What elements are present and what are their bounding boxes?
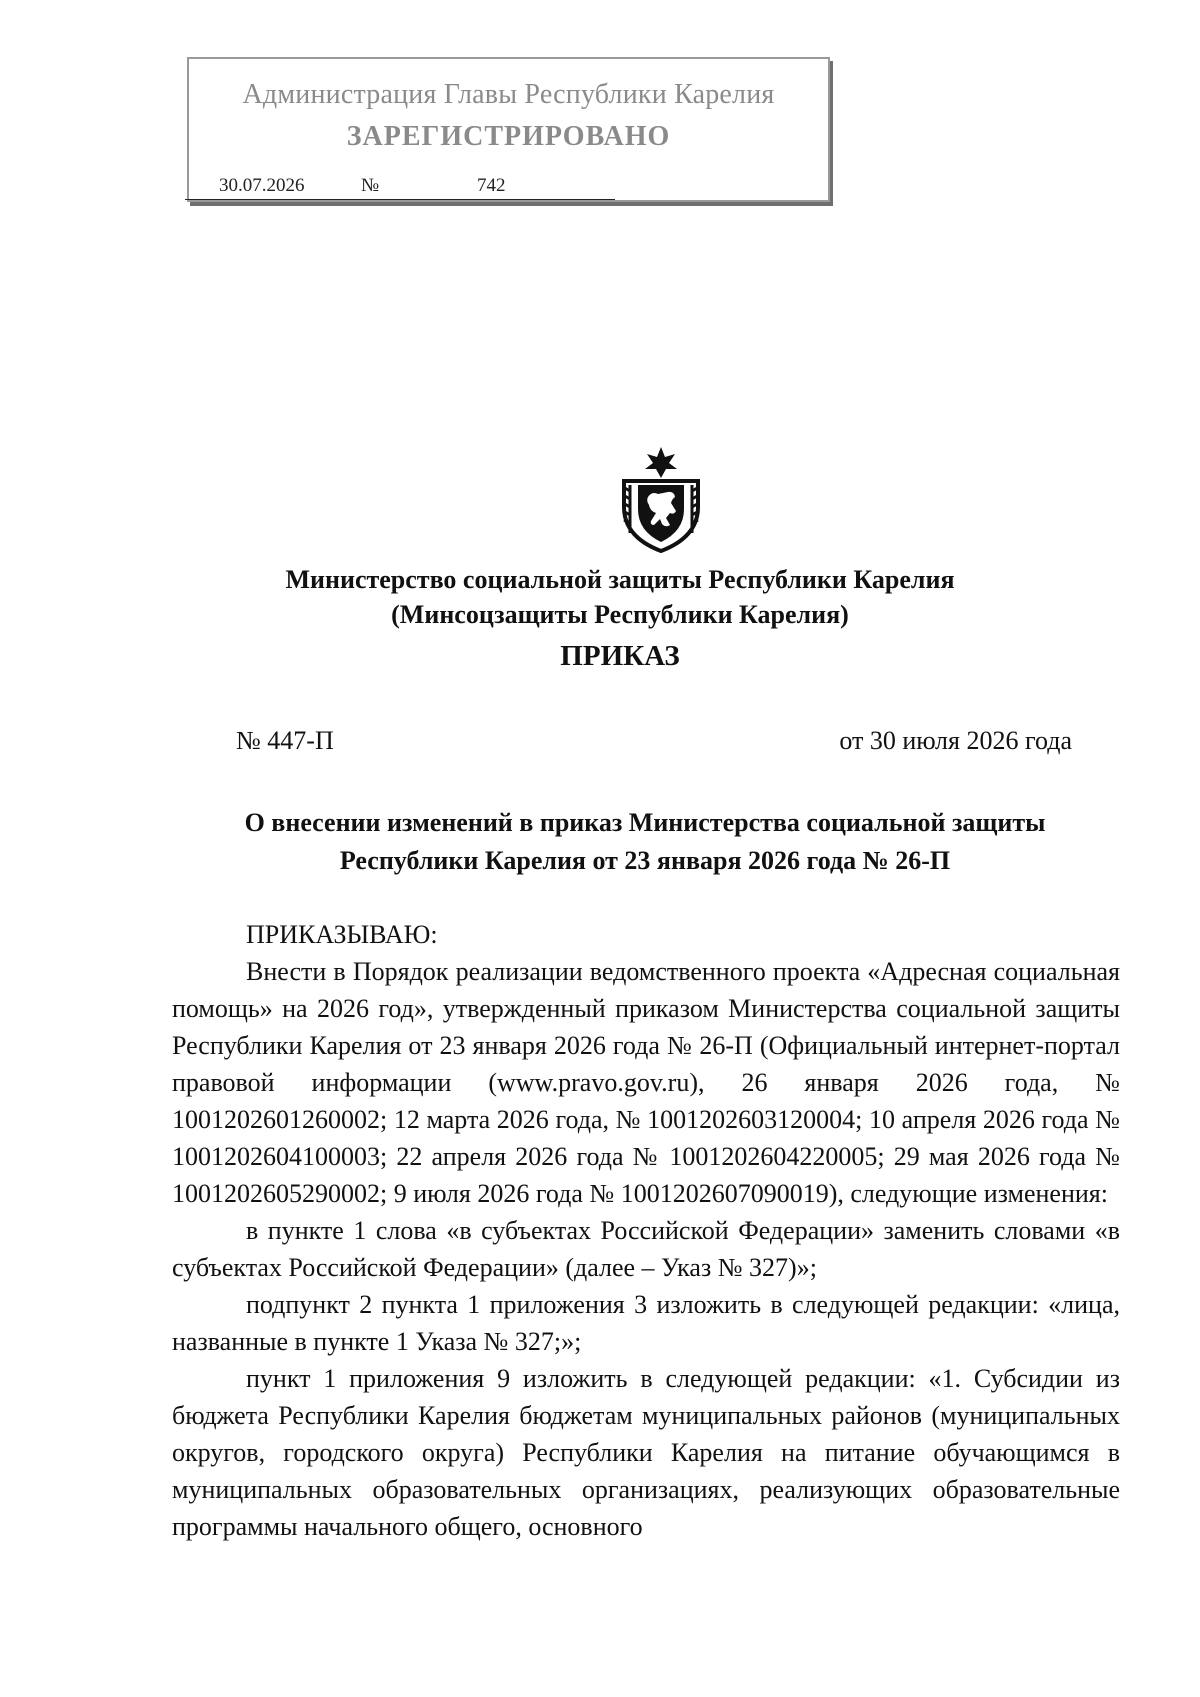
stamp-number-label: № — [361, 175, 380, 196]
stamp-date: 30.07.2026 — [219, 175, 305, 196]
karelia-coat-of-arms-icon — [616, 445, 706, 555]
ministry-short-name: (Минсоцзащиты Республики Карелия) — [391, 600, 849, 629]
stamp-status: ЗАРЕГИСТРИРОВАНО — [346, 121, 671, 152]
body-paragraph: в пункте 1 слова «в субъектах Российской Федерации» заменить словами «в субъектах Российской Федерации» (далее – Указ № 327)»; — [172, 1216, 1120, 1282]
stamp-registration-line — [185, 173, 615, 200]
registration-stamp — [187, 57, 830, 202]
order-date: от 30 июля 2026 года — [839, 726, 1072, 755]
ministry-name: Министерство социальной защиты Республики Карелия — [285, 565, 955, 594]
subject-line-2: Республики Карелия от 23 января 2026 года № 26-П — [339, 846, 951, 875]
order-body — [172, 916, 1120, 1545]
body-paragraph: ПРИКАЗЫВАЮ: — [246, 920, 438, 949]
body-paragraph: подпункт 2 пункта 1 приложения 3 изложить в следующей редакции: «лица, названные в пункте 1 Указа № 327;»; — [172, 1290, 1120, 1356]
body-paragraph: Внести в Порядок реализации ведомственного проекта «Адресная социальная помощь» на 2026 год», утвержденный приказом Министерства социальной защиты Республики Карелия от 23 января 2026 года № 26-П (Официальный интернет-портал правовой информации (www.pravo.gov.ru), 26 января 2026 года, № 1001202601260002; 12 марта 2026 года, № 1001202603120004; 10 апреля 2026 года № 1001202604100003; 22 апреля 2026 года № 1001202604220005; 29 мая 2026 года № 1001202605290002; 9 июля 2026 года № 1001202607090019), следующие изменения: — [172, 957, 1120, 1208]
body-paragraph: пункт 1 приложения 9 изложить в следующей редакции: «1. Субсидии из бюджета Республики Карелия бюджетам муниципальных районов (муниципальных округов, городского округа) Республики Карелия на питание обучающимся в муниципальных образовательных организациях, реализующих образовательные программы начального общего, основного — [172, 1364, 1120, 1541]
document-type: ПРИКАЗ — [560, 640, 680, 672]
subject-line-1: О внесении изменений в приказ Министерства социальной защиты — [244, 808, 1046, 837]
order-number: № 447-П — [236, 726, 334, 755]
stamp-number: 742 — [477, 175, 506, 196]
stamp-organization: Администрация Главы Республики Карелия — [242, 79, 775, 110]
